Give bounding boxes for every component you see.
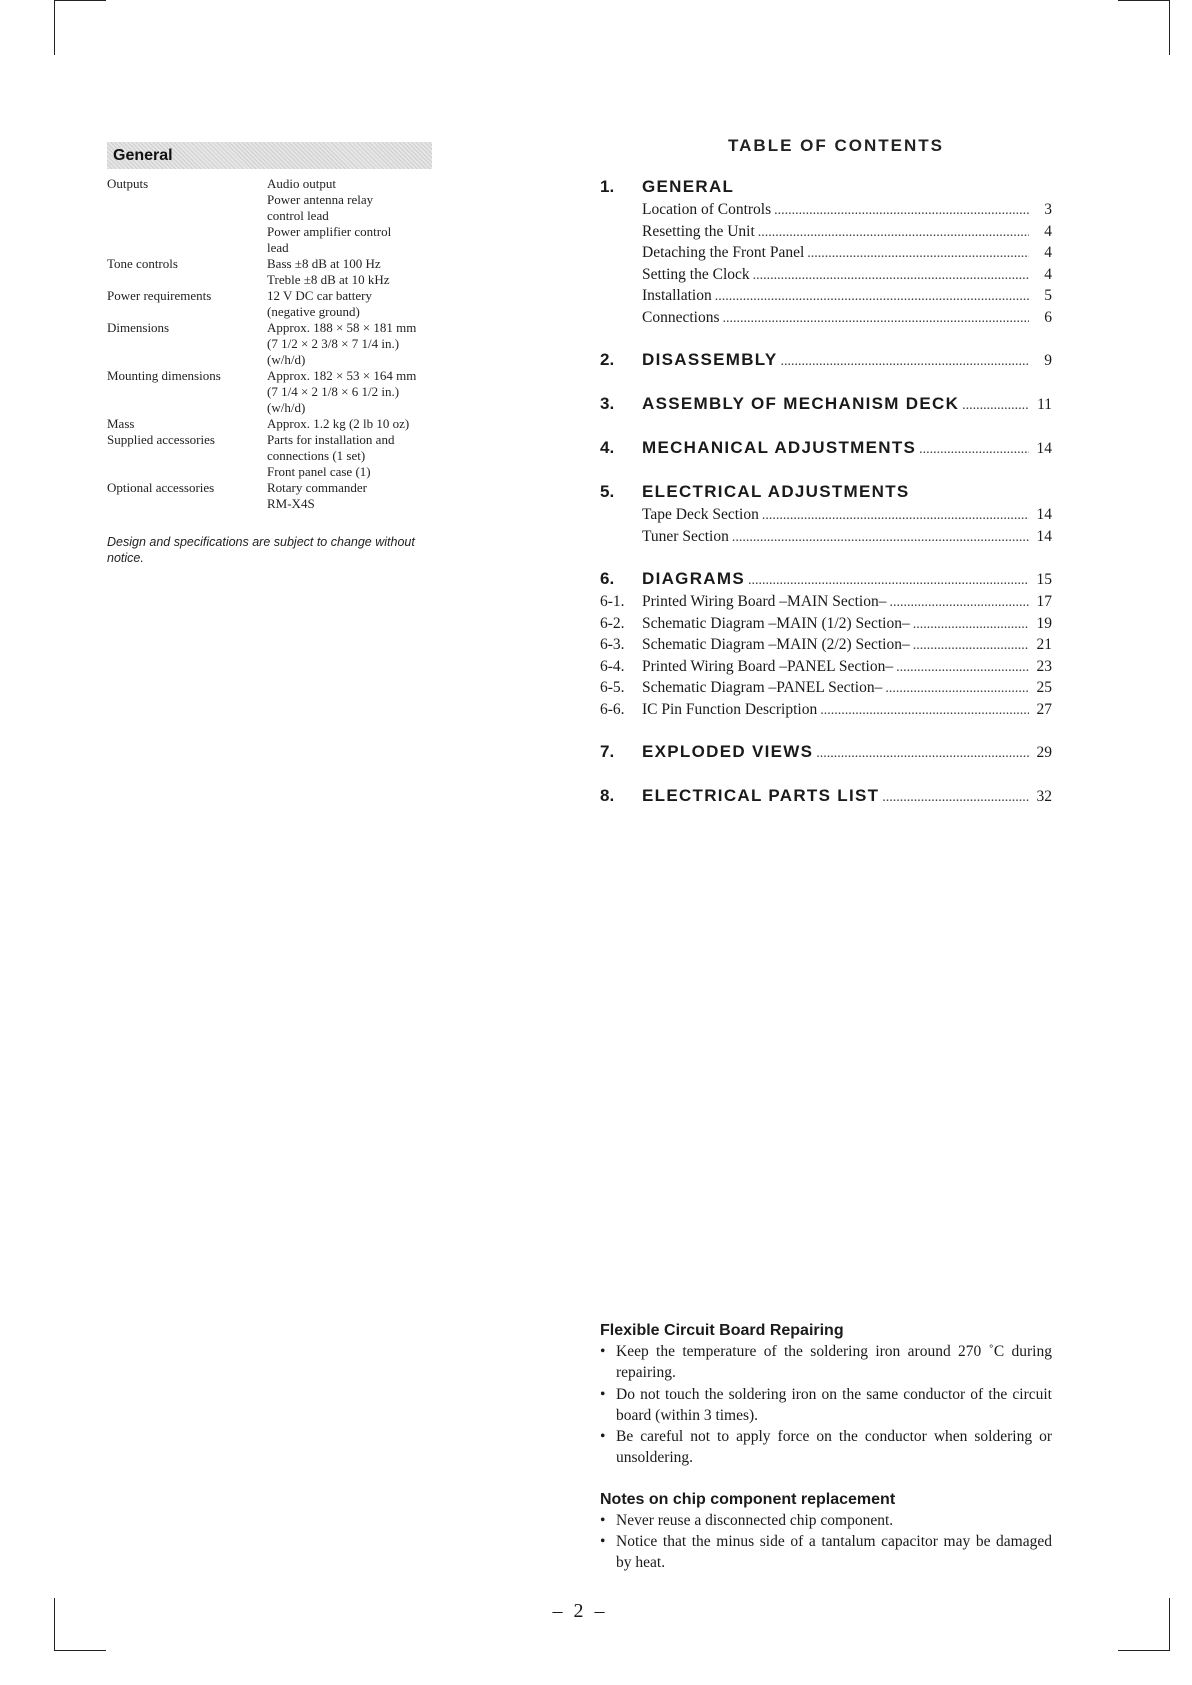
toc-section-title: ELECTRICAL ADJUSTMENTS	[642, 482, 910, 501]
toc-entry-title: Printed Wiring Board –PANEL Section–	[642, 657, 894, 675]
page-number: – 2 –	[552, 1600, 608, 1622]
toc-section-title: ASSEMBLY OF MECHANISM DECK	[642, 394, 960, 413]
repair-notes	[600, 1320, 1052, 1574]
toc-entry	[600, 506, 1052, 528]
toc-section	[600, 786, 1052, 810]
toc-section-number: 1.	[600, 177, 615, 196]
toc-entry	[600, 223, 1052, 245]
toc-page-number: 15	[1036, 571, 1052, 588]
spec-label: Optional accessories	[107, 480, 215, 495]
toc-entry	[600, 528, 1052, 550]
toc-section-number: 7.	[600, 742, 615, 761]
toc-entry-title: Resetting the Unit	[642, 222, 755, 240]
toc-leader-dots	[807, 246, 1029, 262]
toc-section-heading	[600, 394, 1052, 418]
toc-section-heading	[600, 350, 1052, 374]
toc-entry	[600, 658, 1052, 680]
toc-section	[600, 482, 1052, 549]
spec-value: Rotary commander RM-X4S	[267, 480, 367, 511]
toc-section-number: 5.	[600, 482, 615, 501]
toc-leader-dots	[882, 790, 1029, 806]
toc-entry-number: 6-3.	[600, 636, 625, 653]
note-list	[600, 1510, 1052, 1574]
toc-entry	[600, 593, 1052, 615]
toc-section-number: 6.	[600, 569, 615, 588]
spec-note: Design and specifications are subject to change without notice.	[107, 535, 415, 565]
toc-section	[600, 350, 1052, 374]
toc-page-number: 19	[1036, 614, 1052, 632]
toc-leader-dots	[820, 703, 1029, 719]
toc-page-number: 14	[1036, 527, 1052, 545]
toc-leader-dots	[774, 203, 1029, 219]
toc-page-number: 11	[1037, 396, 1052, 413]
toc-page-number: 3	[1044, 201, 1052, 218]
table-of-contents	[600, 136, 1052, 810]
toc-section	[600, 569, 1052, 722]
toc-entry-title: Installation	[642, 287, 712, 304]
toc-section-heading	[600, 482, 1052, 506]
toc-section	[600, 742, 1052, 766]
toc-page-number: 4	[1044, 265, 1052, 283]
toc-body	[600, 177, 1052, 810]
toc-page-number: 25	[1036, 679, 1052, 696]
toc-entry-number: 6-5.	[600, 679, 625, 696]
spec-row	[107, 368, 437, 416]
spec-value: Approx. 188 × 58 × 181 mm (7 1/2 × 2 3/8 × 7 1/4 in.) (w/h/d)	[267, 320, 417, 367]
toc-leader-dots	[715, 289, 1029, 305]
toc-section-heading	[600, 177, 1052, 201]
toc-section	[600, 177, 1052, 330]
toc-section-number: 8.	[600, 786, 615, 805]
note-list	[600, 1341, 1052, 1469]
toc-entry-title: Schematic Diagram –MAIN (2/2) Section–	[642, 636, 910, 653]
spec-value: 12 V DC car battery (negative ground)	[267, 288, 372, 319]
crop-mark-top-right-v	[1169, 0, 1170, 55]
spec-value: Parts for installation and connections (1 set) Front panel case (1)	[267, 432, 395, 479]
toc-page-number: 6	[1044, 308, 1052, 326]
toc-entry	[600, 201, 1052, 223]
toc-leader-dots	[816, 746, 1029, 762]
spec-label: Power requirements	[107, 288, 212, 303]
toc-entry-title: Printed Wiring Board –MAIN Section–	[642, 593, 887, 610]
toc-page-number: 14	[1036, 506, 1052, 523]
toc-entry	[600, 244, 1052, 266]
spec-row	[107, 320, 437, 368]
toc-leader-dots	[748, 573, 1029, 589]
crop-mark-bottom-right-h	[1118, 1650, 1170, 1651]
spec-label: Tone controls	[107, 256, 178, 271]
toc-section-title: GENERAL	[642, 177, 735, 196]
toc-page-number: 21	[1036, 636, 1052, 653]
toc-section-heading	[600, 786, 1052, 810]
toc-entry-number: 6-4.	[600, 657, 625, 675]
toc-page-number: 4	[1044, 244, 1052, 261]
toc-leader-dots	[962, 398, 1029, 414]
toc-title: TABLE OF CONTENTS	[728, 136, 944, 155]
toc-entry-title: Connections	[642, 308, 720, 326]
spec-label: Dimensions	[107, 320, 170, 335]
toc-section-heading	[600, 569, 1052, 593]
crop-mark-top-right-h	[1118, 0, 1170, 1]
toc-entry-title: Setting the Clock	[642, 265, 750, 283]
spec-row	[107, 176, 437, 256]
toc-entry-title: Location of Controls	[642, 201, 772, 218]
toc-leader-dots	[732, 530, 1029, 546]
spec-header: General	[107, 142, 432, 169]
toc-entry-title: Schematic Diagram –MAIN (1/2) Section–	[642, 614, 910, 632]
note-item: • Never reuse a disconnected chip component.	[600, 1510, 1052, 1531]
general-spec-block	[107, 142, 437, 566]
toc-entry-title: Tape Deck Section	[642, 506, 759, 523]
toc-entry	[600, 701, 1052, 723]
spec-value: Approx. 1.2 kg (2 lb 10 oz)	[267, 416, 410, 431]
toc-entry	[600, 309, 1052, 331]
spec-value: Approx. 182 × 53 × 164 mm (7 1/4 × 2 1/8 × 6 1/2 in.) (w/h/d)	[267, 368, 417, 415]
spec-row	[107, 480, 437, 512]
spec-value: Bass ±8 dB at 100 Hz Treble ±8 dB at 10 kHz	[267, 256, 390, 287]
toc-page-number: 27	[1036, 700, 1052, 718]
toc-section-number: 4.	[600, 438, 615, 457]
toc-page-number: 29	[1036, 744, 1052, 761]
note-block	[600, 1489, 1052, 1574]
spec-row	[107, 288, 437, 320]
crop-mark-top-left-h	[54, 0, 106, 1]
toc-section-heading	[600, 742, 1052, 766]
toc-section	[600, 438, 1052, 462]
spec-table	[107, 176, 437, 512]
toc-section	[600, 394, 1052, 418]
toc-page-number: 4	[1044, 222, 1052, 240]
crop-mark-top-left-v	[54, 0, 55, 55]
note-item: • Notice that the minus side of a tantalum capacitor may be damaged by heat.	[600, 1531, 1052, 1574]
toc-entry	[600, 679, 1052, 701]
note-title: Notes on chip component replacement	[600, 1490, 896, 1508]
toc-entry-title: IC Pin Function Description	[642, 700, 818, 718]
toc-leader-dots	[885, 681, 1029, 697]
toc-section-title: DIAGRAMS	[642, 569, 745, 588]
toc-page-number: 5	[1044, 287, 1052, 304]
toc-section-title: ELECTRICAL PARTS LIST	[642, 786, 880, 805]
toc-section-title: MECHANICAL ADJUSTMENTS	[642, 438, 917, 457]
spec-row	[107, 432, 437, 480]
toc-leader-dots	[762, 508, 1029, 524]
toc-entry-number: 6-1.	[600, 593, 625, 610]
toc-section-heading	[600, 438, 1052, 462]
crop-mark-bottom-right-v	[1169, 1598, 1170, 1651]
spec-label: Outputs	[107, 176, 149, 191]
toc-leader-dots	[758, 225, 1029, 241]
toc-section-title: DISASSEMBLY	[642, 350, 778, 369]
spec-label: Mass	[107, 416, 135, 431]
toc-leader-dots	[919, 442, 1029, 458]
toc-leader-dots	[896, 660, 1029, 676]
spec-row	[107, 416, 437, 432]
toc-entry-title: Tuner Section	[642, 527, 729, 545]
toc-page-number: 23	[1036, 657, 1052, 675]
note-title: Flexible Circuit Board Repairing	[600, 1322, 844, 1339]
spec-label: Mounting dimensions	[107, 368, 221, 383]
toc-leader-dots	[913, 617, 1029, 633]
toc-leader-dots	[913, 638, 1029, 654]
spec-row	[107, 256, 437, 288]
spec-value: Audio output Power antenna relay control lead Power amplifier control lead	[267, 176, 392, 255]
toc-entry-title: Detaching the Front Panel	[642, 244, 805, 261]
crop-mark-bottom-left-h	[54, 1650, 106, 1651]
toc-page-number: 17	[1036, 593, 1052, 610]
toc-leader-dots	[723, 311, 1030, 327]
toc-entry-number: 6-2.	[600, 614, 625, 632]
toc-page-number: 14	[1036, 440, 1052, 457]
toc-entry	[600, 266, 1052, 288]
toc-section-number: 3.	[600, 394, 615, 413]
toc-section-title: EXPLODED VIEWS	[642, 742, 814, 761]
spec-label: Supplied accessories	[107, 432, 215, 447]
toc-entry	[600, 615, 1052, 637]
toc-page-number: 32	[1036, 788, 1052, 805]
toc-leader-dots	[753, 268, 1029, 284]
note-item: • Do not touch the soldering iron on the same conductor of the circuit board (within 3 times).	[600, 1384, 1052, 1427]
toc-entry-number: 6-6.	[600, 700, 625, 718]
toc-entry	[600, 636, 1052, 658]
toc-entry	[600, 287, 1052, 309]
toc-entry-title: Schematic Diagram –PANEL Section–	[642, 679, 883, 696]
note-item: • Keep the temperature of the soldering iron around 270 ˚C during repairing.	[600, 1341, 1052, 1384]
toc-page-number: 9	[1044, 352, 1052, 369]
toc-section-number: 2.	[600, 350, 615, 369]
note-block	[600, 1320, 1052, 1469]
note-item: • Be careful not to apply force on the conductor when soldering or unsoldering.	[600, 1426, 1052, 1469]
toc-leader-dots	[889, 595, 1029, 611]
toc-leader-dots	[781, 354, 1029, 370]
